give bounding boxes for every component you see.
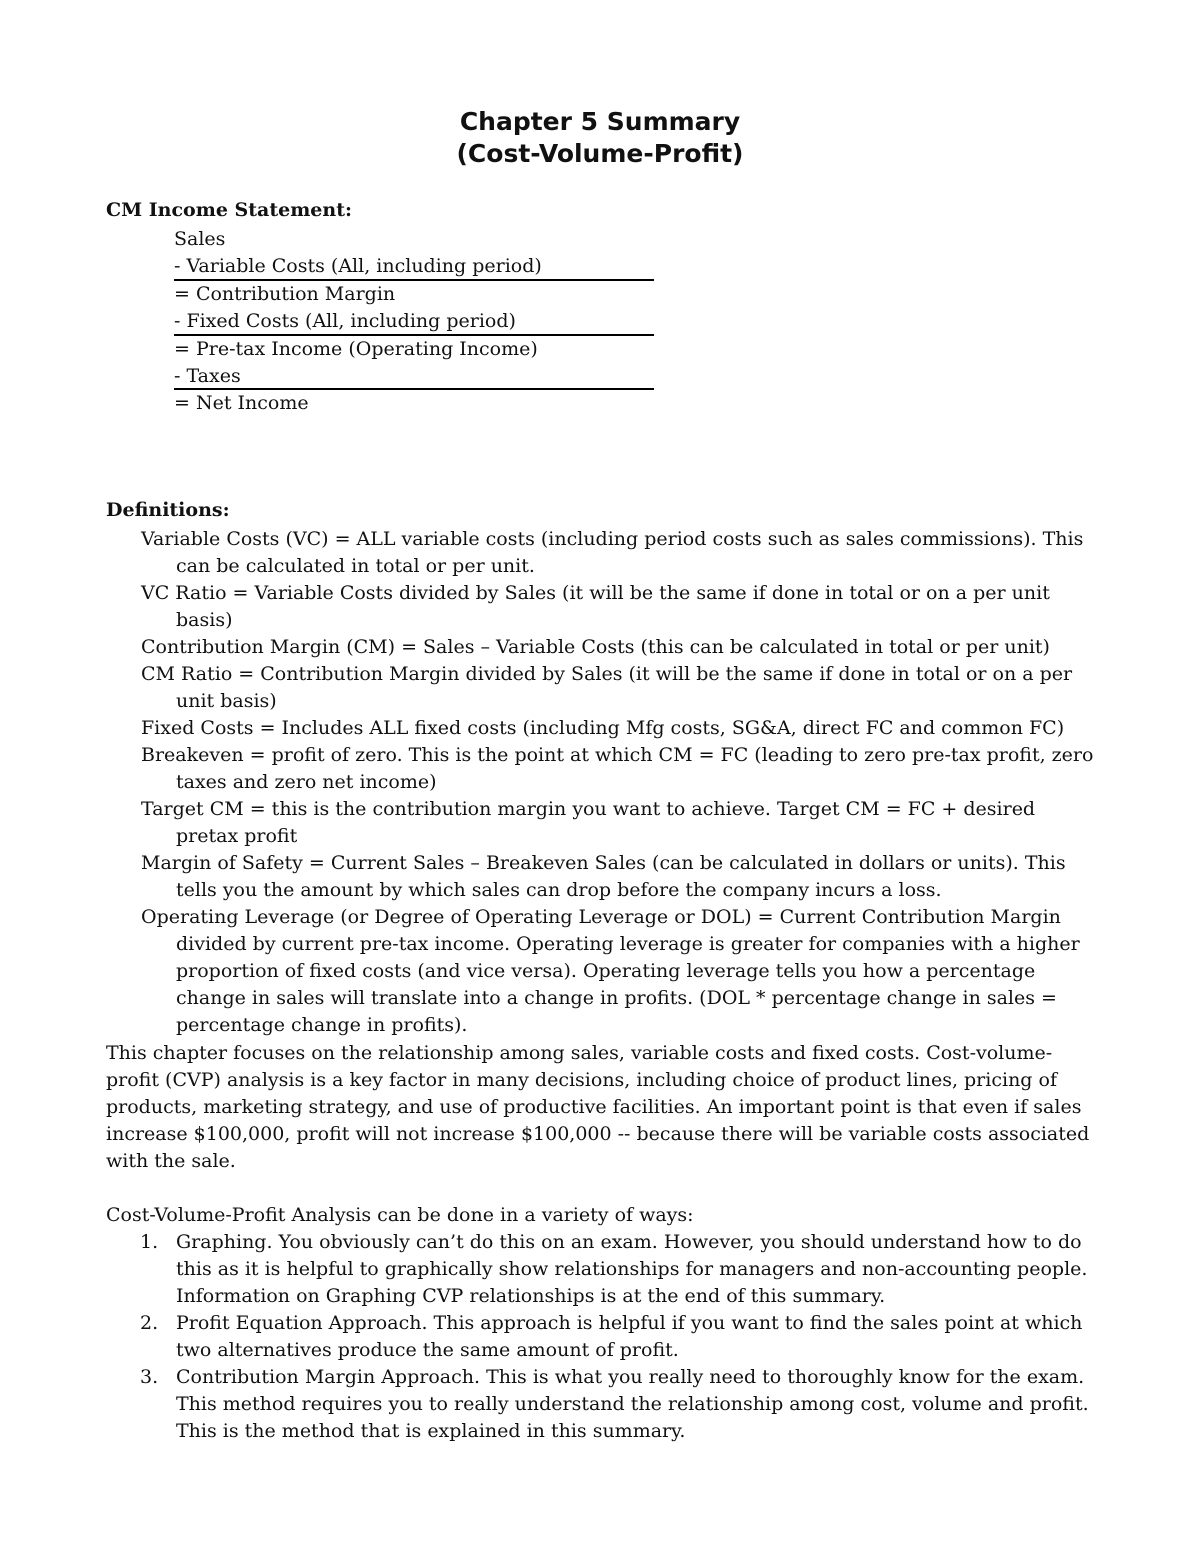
list-item-text: Contribution Margin Approach. This is what you really need to thoroughly know for the exam. This method requires you to really understand the relationship among cost, volume and profit. This is the method that is explained in this summary. [176,1366,1089,1442]
cvp-methods-list [106,1229,1096,1445]
list-item-text: Graphing. You obviously can’t do this on an exam. However, you should understand how to do this as it is helpful to graphically show relationships for managers and non-accounting people. Information on Graphing CVP relationships is at the end of this summary. [176,1231,1088,1307]
statement-row-net-income: = Net Income [174,392,309,415]
definition-fixed-costs: Fixed Costs = Includes ALL fixed costs (including Mfg costs, SG&A, direct FC and common FC) [141,717,1065,739]
definition-breakeven: Breakeven = profit of zero. This is the point at which CM = FC (leading to zero pre-tax profit, zero taxes and zero net income) [141,744,1094,793]
title-line-2: (Cost-Volume-Profit) [456,139,744,168]
definition-cm-ratio: CM Ratio = Contribution Margin divided by Sales (it will be the same if done in total or on a per unit basis) [141,663,1073,712]
statement-row-sales: Sales [174,228,226,250]
list-item-number: 1. [140,1231,159,1253]
list-item [106,1229,1096,1310]
definition-target-cm: Target CM = this is the contribution margin you want to achieve. Target CM = FC + desired pretax profit [141,798,1036,847]
definition-operating-leverage: Operating Leverage (or Degree of Operating Leverage or DOL) = Current Contribution Margin divided by current pre-tax income. Operating leverage is greater for companies with a higher proportion of fixed costs (and vice versa). Operating leverage tells you how a percentage change in sales will translate into a change in profits. (DOL * percentage change in sales = percentage change in profits). [141,906,1080,1036]
definition-margin-of-safety: Margin of Safety = Current Sales – Breakeven Sales (can be calculated in dollars or units). This tells you the amount by which sales can drop before the company incurs a loss. [141,852,1066,901]
list-item-text: Profit Equation Approach. This approach is helpful if you want to find the sales point at which two alternatives produce the same amount of profit. [176,1312,1083,1361]
definition-vc-ratio: VC Ratio = Variable Costs divided by Sales (it will be the same if done in total or on a per unit basis) [141,582,1050,631]
cvp-methods-intro: Cost-Volume-Profit Analysis can be done in a variety of ways: [106,1204,694,1226]
title-line-1: Chapter 5 Summary [459,107,741,136]
definitions-heading: Definitions: [106,499,230,521]
statement-row-taxes: - Taxes [174,363,654,390]
definition-contribution-margin: Contribution Margin (CM) = Sales – Variable Costs (this can be calculated in total or per unit) [141,636,1050,658]
list-item [106,1310,1096,1364]
intro-paragraph: This chapter focuses on the relationship among sales, variable costs and fixed costs. Cost-volume-profit (CVP) analysis is a key factor in many decisions, including choice of product lines, pricing of products, marketing strategy, and use of productive facilities. An important point is that even if sales increase $100,000, profit will not increase $100,000 -- because there will be variable costs associated with the sale. [106,1042,1090,1172]
cm-income-statement [174,226,654,418]
cvp-methods [106,1202,1096,1445]
page-title [0,106,1200,170]
statement-row-pretax-income: = Pre-tax Income (Operating Income) [174,337,538,360]
cm-income-statement-heading: CM Income Statement: [106,199,352,221]
list-item-number: 3. [140,1366,159,1388]
list-item [106,1364,1096,1445]
statement-row-fixed-costs: - Fixed Costs (All, including period) [174,308,654,335]
definitions-list [141,526,1101,1039]
statement-row-contribution-margin: = Contribution Margin [174,282,396,305]
definition-variable-costs: Variable Costs (VC) = ALL variable costs (including period costs such as sales commissions). This can be calculated in total or per unit. [141,528,1084,577]
list-item-number: 2. [140,1312,159,1334]
statement-row-variable-costs: - Variable Costs (All, including period) [174,253,654,280]
